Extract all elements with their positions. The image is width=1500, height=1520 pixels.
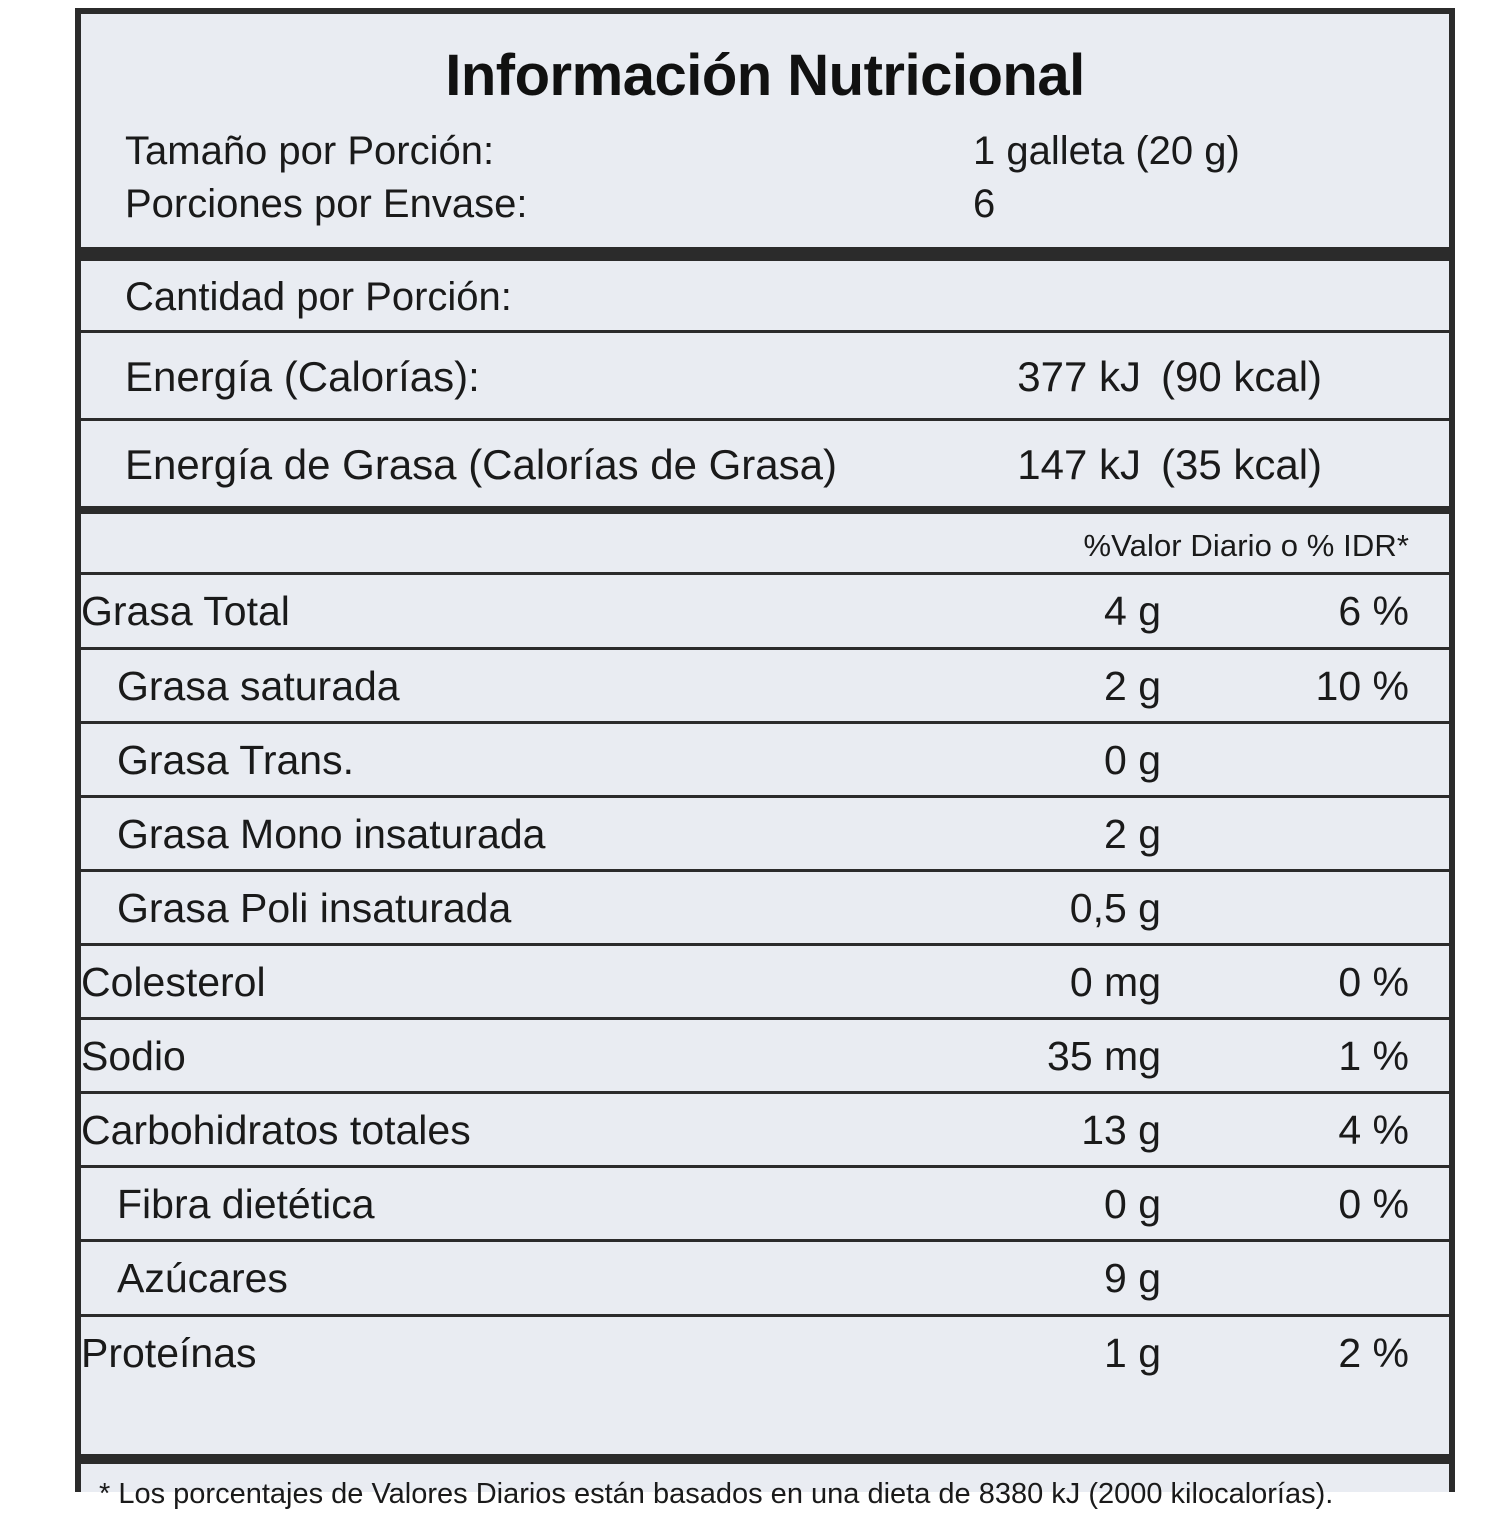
nutrient-name: Carbohidratos totales: [81, 1107, 471, 1154]
nutrient-amount: 2 g: [1104, 662, 1161, 709]
nutrient-dv: 0 %: [1338, 959, 1409, 1006]
nutrient-name: Fibra dietética: [117, 1181, 375, 1228]
nutrient-name: Grasa Trans.: [117, 736, 354, 783]
nutrient-dv: 0 %: [1338, 1181, 1409, 1228]
nutrient-amount: 4 g: [1104, 588, 1161, 635]
servings-per-container-label: Porciones por Envase:: [125, 181, 528, 226]
energy-row: [81, 333, 1449, 418]
serving-size-label: Tamaño por Porción:: [125, 129, 495, 173]
energy-from-fat-row: [81, 421, 1449, 506]
footnote: * Los porcentajes de Valores Diarios están basados en una dieta de 8380 kJ (2000 kilocalorías).: [99, 1478, 1334, 1511]
table-row: [81, 1168, 1449, 1239]
energy-kj-value: 377 kJ: [1017, 352, 1141, 400]
energy-from-fat-kj-value: 147 kJ: [1017, 441, 1141, 489]
nutrient-amount: 0 mg: [1069, 959, 1161, 1006]
nutrient-dv: 1 %: [1338, 1033, 1409, 1080]
page-title: Información Nutricional: [445, 43, 1085, 108]
table-row: [81, 1094, 1449, 1165]
divider-thick-top: [81, 247, 1449, 261]
serving-size-row: [125, 125, 1411, 178]
table-row: [81, 798, 1449, 869]
nutrient-name: Grasa Mono insaturada: [117, 810, 546, 857]
nutrient-name: Colesterol: [81, 959, 266, 1006]
table-row: [81, 724, 1449, 795]
nutrient-name: Grasa Poli insaturada: [117, 884, 512, 931]
energy-label: Energía (Calorías):: [125, 352, 480, 400]
table-row: [81, 1242, 1449, 1313]
nutrient-amount: 0 g: [1104, 1181, 1161, 1228]
nutrient-name: Proteínas: [81, 1329, 257, 1376]
serving-info-block: [81, 119, 1449, 241]
nutrient-amount: 35 mg: [1047, 1033, 1161, 1080]
energy-from-fat-kcal-value: (35 kcal): [1161, 441, 1323, 489]
table-row: [81, 650, 1449, 721]
nutrient-dv: 10 %: [1315, 662, 1409, 709]
nutrition-facts-panel: [75, 8, 1455, 1511]
nutrient-name: Grasa saturada: [117, 662, 400, 709]
table-row: [81, 946, 1449, 1017]
nutrient-amount: 0,5 g: [1069, 884, 1161, 931]
servings-per-container-value: 6: [973, 181, 996, 226]
nutrient-dv: 4 %: [1338, 1107, 1409, 1154]
nutrient-amount: 2 g: [1104, 810, 1161, 857]
nutrient-amount: 1 g: [1104, 1329, 1161, 1376]
energy-kcal-value: (90 kcal): [1161, 352, 1323, 400]
nutrient-name: Sodio: [81, 1033, 186, 1080]
table-row: [81, 872, 1449, 943]
table-row: [81, 1317, 1449, 1388]
table-row: [81, 575, 1449, 646]
servings-per-container-row: [125, 178, 1411, 231]
nutrient-dv: 6 %: [1338, 588, 1409, 635]
nutrient-amount: 0 g: [1104, 736, 1161, 783]
daily-value-header: %Valor Diario o % IDR*: [1083, 528, 1409, 564]
amount-per-serving-label: Cantidad por Porción:: [125, 274, 512, 319]
divider-medium-bottom: [81, 1454, 1449, 1464]
table-row: [81, 1020, 1449, 1091]
divider-medium-1: [81, 506, 1449, 514]
nutrient-amount: 13 g: [1081, 1107, 1161, 1154]
nutrient-dv: 2 %: [1338, 1329, 1409, 1376]
nutrient-name: Azúcares: [117, 1255, 288, 1302]
nutrient-amount: 9 g: [1104, 1255, 1161, 1302]
energy-from-fat-label: Energía de Grasa (Calorías de Grasa): [125, 441, 837, 489]
nutrient-name: Grasa Total: [81, 588, 290, 635]
serving-size-value: 1 galleta (20 g): [973, 129, 1240, 173]
